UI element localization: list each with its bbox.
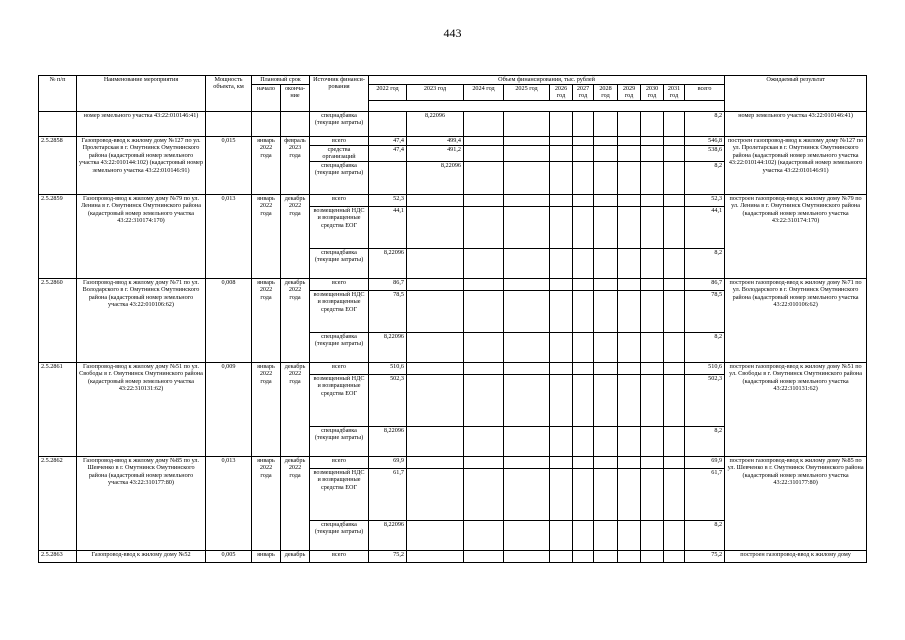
header-year: 2022 год <box>369 85 407 101</box>
item-start: январь 2022 года <box>252 194 281 278</box>
item-end: декабрь 2022 года <box>281 278 310 362</box>
row-source: всего <box>310 137 369 146</box>
row-empty-year <box>573 332 594 362</box>
row-empty-year <box>618 332 641 362</box>
table-row <box>39 137 867 146</box>
row-empty-year <box>573 146 594 162</box>
row-y2022: 61,7 <box>369 468 407 520</box>
row-empty-year <box>594 248 618 278</box>
table-row <box>39 456 867 468</box>
row-empty-year <box>573 194 594 206</box>
row-empty-year <box>550 520 573 550</box>
item-result: номер земельного участка 43:22:010146:41) <box>725 112 867 137</box>
row-empty-year <box>573 206 594 248</box>
row-empty-year <box>504 520 550 550</box>
row-empty-year <box>504 206 550 248</box>
row-empty-year <box>594 161 618 194</box>
row-empty-year <box>504 374 550 426</box>
row-source: спецнадбавка (текущие затраты) <box>310 161 369 194</box>
row-empty-year <box>573 278 594 290</box>
row-empty-year <box>464 332 504 362</box>
item-end: декабрь <box>281 550 310 562</box>
row-y2023 <box>407 194 464 206</box>
table-row <box>39 550 867 562</box>
row-empty-year <box>664 161 685 194</box>
row-empty-year <box>573 468 594 520</box>
row-empty-year <box>641 468 664 520</box>
row-source: возмещенный НДС и возвращенные средства ЕОГ <box>310 206 369 248</box>
item-number: 2.5.2860 <box>39 278 77 362</box>
item-capacity: 0,013 <box>206 456 252 550</box>
row-total: 44,1 <box>685 206 725 248</box>
item-capacity: 0,005 <box>206 550 252 562</box>
row-empty-year <box>550 374 573 426</box>
row-empty-year <box>550 332 573 362</box>
row-empty-year <box>464 248 504 278</box>
header-year: 2029 год <box>618 85 641 101</box>
row-source: всего <box>310 278 369 290</box>
row-source: средства организаций <box>310 146 369 162</box>
row-y2023 <box>407 248 464 278</box>
table-header <box>39 76 867 112</box>
row-source: возмещенный НДС и возвращенные средства ЕОГ <box>310 374 369 426</box>
row-empty-year <box>504 248 550 278</box>
row-empty-year <box>664 146 685 162</box>
row-empty-year <box>641 248 664 278</box>
row-empty-year <box>618 194 641 206</box>
header-year: 2027 год <box>573 85 594 101</box>
row-empty-year <box>641 520 664 550</box>
row-total: 546,8 <box>685 137 725 146</box>
item-result: построен газопровод-ввод к жилому дому №79 по ул. Ленина в г. Омутнинск Омутнинского района (кадастровый номер земельного участка 43:22:310174:170) <box>725 194 867 278</box>
item-capacity: 0,008 <box>206 278 252 362</box>
row-source: спецнадбавка (текущие затраты) <box>310 332 369 362</box>
row-empty-year <box>618 426 641 456</box>
row-empty-year <box>618 468 641 520</box>
row-empty-year <box>664 290 685 332</box>
page-number: 443 <box>443 26 462 40</box>
item-end: декабрь 2022 года <box>281 362 310 456</box>
item-number: 2.5.2862 <box>39 456 77 550</box>
row-empty-year <box>504 456 550 468</box>
item-name: Газопровод-ввод к жилому дому №127 по ул. Пролетарская в г. Омутнинск Омутнинского района (кадастровый номер земельного участка 43:22:010144:102) (кадастровый номер земельного участка 43:22:010146:91) <box>77 137 206 195</box>
item-result: построен газопровод-ввод к жилому дому №127 по ул. Пролетарская в г. Омутнинск Омутнинского района (кадастровый номер земельного участка 43:22:010144:102) (кадастровый номер земельного участка 43:22:010146:91) <box>725 137 867 195</box>
row-empty-year <box>504 468 550 520</box>
row-y2022: 47,4 <box>369 146 407 162</box>
row-source: спецнадбавка (текущие затраты) <box>310 248 369 278</box>
item-result: построен газопровод-ввод к жилому дому №85 по ул. Шевченко в г. Омутнинск Омутнинского района (кадастровый номер земельного участка 43:22:310177:80) <box>725 456 867 550</box>
row-empty-year <box>504 161 550 194</box>
row-empty-year <box>573 520 594 550</box>
row-empty-year <box>573 161 594 194</box>
row-empty-year <box>641 146 664 162</box>
row-empty-year <box>550 146 573 162</box>
header-year: 2031 год <box>664 85 685 101</box>
row-empty-year <box>594 146 618 162</box>
item-name: Газопровод-ввод к жилому дому №85 по ул. Шевченко в г. Омутнинск Омутнинского района (кадастровый номер земельного участка 43:22:310177:80) <box>77 456 206 550</box>
row-empty-year <box>504 290 550 332</box>
row-empty-year <box>550 194 573 206</box>
row-total: 75,2 <box>685 550 725 562</box>
row-source: возмещенный НДС и возвращенные средства ЕОГ <box>310 468 369 520</box>
row-empty-year <box>618 278 641 290</box>
row-empty-year <box>594 332 618 362</box>
row-empty-year <box>594 520 618 550</box>
item-start: январь 2022 года <box>252 278 281 362</box>
row-total: 510,6 <box>685 362 725 374</box>
row-empty-year <box>641 206 664 248</box>
row-empty-year <box>618 248 641 278</box>
header-capacity: Мощность объекта, км <box>206 76 252 112</box>
row-empty-year <box>641 290 664 332</box>
row-empty-year <box>464 520 504 550</box>
row-y2023: 8,22096 <box>407 112 464 137</box>
table-row <box>39 362 867 374</box>
item-name: Газопровод-ввод к жилому дому №51 по ул. Свободы в г. Омутнинск Омутнинского района (кадастровый номер земельного участка 43:22:310131:62) <box>77 362 206 456</box>
item-result: построен газопровод-ввод к жилому дому №51 по ул. Свободы в г. Омутнинск Омутнинского района (кадастровый номер земельного участка 43:22:310131:62) <box>725 362 867 456</box>
row-empty-year <box>618 520 641 550</box>
row-empty-year <box>594 426 618 456</box>
row-empty-year <box>618 137 641 146</box>
row-y2023 <box>407 278 464 290</box>
row-total: 8,2 <box>685 161 725 194</box>
row-empty-year <box>664 332 685 362</box>
row-empty-year <box>550 248 573 278</box>
row-empty-year <box>641 332 664 362</box>
row-empty-year <box>464 290 504 332</box>
row-empty-year <box>504 362 550 374</box>
row-y2023 <box>407 362 464 374</box>
item-number: 2.5.2861 <box>39 362 77 456</box>
item-end: февраль 2023 года <box>281 137 310 195</box>
row-y2023: 8,22096 <box>407 161 464 194</box>
row-y2023 <box>407 520 464 550</box>
item-number: 2.5.2863 <box>39 550 77 562</box>
row-empty-year <box>464 194 504 206</box>
row-empty-year <box>664 362 685 374</box>
row-empty-year <box>594 137 618 146</box>
row-empty-year <box>550 468 573 520</box>
row-empty-year <box>641 456 664 468</box>
row-empty-year <box>550 206 573 248</box>
item-name: номер земельного участка 43:22:010146:41) <box>77 112 206 137</box>
row-empty-year <box>550 456 573 468</box>
header-year: 2028 год <box>594 85 618 101</box>
row-empty-year <box>618 374 641 426</box>
row-total: 8,2 <box>685 426 725 456</box>
row-empty-year <box>618 362 641 374</box>
row-empty-year <box>664 137 685 146</box>
row-empty-year <box>594 362 618 374</box>
row-empty-year <box>594 278 618 290</box>
row-y2023: 491,2 <box>407 146 464 162</box>
row-empty-year <box>464 146 504 162</box>
item-start: январь <box>252 550 281 562</box>
item-name: Газопровод-ввод к жилому дому №79 по ул. Ленина в г. Омутнинск Омутнинского района (кадастровый номер земельного участка 43:22:310174:170) <box>77 194 206 278</box>
item-end: декабрь 2022 года <box>281 456 310 550</box>
row-empty-year <box>664 278 685 290</box>
row-empty-year <box>618 161 641 194</box>
row-source: спецнадбавка (текущие затраты) <box>310 112 369 137</box>
row-y2022: 8,22096 <box>369 520 407 550</box>
item-start: январь 2022 года <box>252 362 281 456</box>
row-empty-year <box>550 278 573 290</box>
row-total: 8,2 <box>685 112 725 137</box>
header-year: 2025 год <box>504 85 550 101</box>
item-start: январь 2022 года <box>252 137 281 195</box>
row-empty-year <box>641 426 664 456</box>
row-empty-year <box>664 456 685 468</box>
row-empty-year <box>550 161 573 194</box>
row-empty-year <box>550 290 573 332</box>
row-total: 8,2 <box>685 332 725 362</box>
row-empty-year <box>664 468 685 520</box>
table-row <box>39 112 867 137</box>
row-y2023 <box>407 426 464 456</box>
row-y2022: 8,22096 <box>369 248 407 278</box>
row-empty-year <box>594 468 618 520</box>
row-empty-year <box>641 374 664 426</box>
row-empty-year <box>641 194 664 206</box>
row-empty-year <box>664 194 685 206</box>
item-number: 2.5.2859 <box>39 194 77 278</box>
row-empty-year <box>464 362 504 374</box>
row-empty-year <box>594 206 618 248</box>
row-empty-year <box>573 426 594 456</box>
row-empty-year <box>594 374 618 426</box>
item-capacity: 0,009 <box>206 362 252 456</box>
header-name: Наименование мероприятия <box>77 76 206 112</box>
row-source: всего <box>310 550 369 562</box>
row-total: 8,2 <box>685 520 725 550</box>
row-empty-year <box>464 426 504 456</box>
row-empty-year <box>464 206 504 248</box>
row-y2022: 8,22096 <box>369 426 407 456</box>
row-source: спецнадбавка (текущие затраты) <box>310 520 369 550</box>
financing-table <box>38 75 867 563</box>
row-empty-year <box>504 332 550 362</box>
header-volume: Объем финансирования, тыс. рублей <box>369 76 725 85</box>
item-end: декабрь 2022 года <box>281 194 310 278</box>
row-total: 86,7 <box>685 278 725 290</box>
row-empty-year <box>550 362 573 374</box>
row-empty-year <box>464 161 504 194</box>
item-capacity: 0,015 <box>206 137 252 195</box>
row-total: 69,9 <box>685 456 725 468</box>
row-y2023 <box>407 290 464 332</box>
header-term-start: начало <box>252 85 281 112</box>
row-y2022: 510,6 <box>369 362 407 374</box>
table-row <box>39 278 867 290</box>
row-empty-year <box>618 146 641 162</box>
row-empty-year <box>618 290 641 332</box>
row-y2023 <box>407 332 464 362</box>
row-empty-year <box>664 206 685 248</box>
header-year: 2030 год <box>641 85 664 101</box>
header-result: Ожидаемый результат <box>725 76 867 112</box>
row-y2022: 502,3 <box>369 374 407 426</box>
row-y2023: 499,4 <box>407 137 464 146</box>
row-empty-year <box>573 137 594 146</box>
item-name: Газопровод-ввод к жилому дому №71 по ул. Володарского в г. Омутнинск Омутнинского района (кадастровый номер земельного участка 43:22:010106:62) <box>77 278 206 362</box>
row-empty-year <box>573 456 594 468</box>
row-empty-year <box>594 194 618 206</box>
row-total: 78,5 <box>685 290 725 332</box>
header-source: Источник финанси-рования <box>310 76 369 112</box>
row-empty-year <box>664 248 685 278</box>
row-empty-year <box>641 161 664 194</box>
row-y2022: 69,9 <box>369 456 407 468</box>
row-source: всего <box>310 194 369 206</box>
row-empty-year <box>504 137 550 146</box>
row-total: 52,3 <box>685 194 725 206</box>
row-source: возмещенный НДС и возвращенные средства ЕОГ <box>310 290 369 332</box>
row-empty-year <box>573 374 594 426</box>
row-y2022: 44,1 <box>369 206 407 248</box>
row-empty-year <box>618 206 641 248</box>
row-y2023 <box>407 468 464 520</box>
row-total: 502,3 <box>685 374 725 426</box>
row-empty-year <box>618 456 641 468</box>
row-y2023 <box>407 456 464 468</box>
row-empty-year <box>641 362 664 374</box>
item-number: 2.5.2858 <box>39 137 77 195</box>
row-empty-year <box>573 362 594 374</box>
row-empty-year <box>594 456 618 468</box>
header-year: 2024 год <box>464 85 504 101</box>
header-year: 2023 год <box>407 85 464 101</box>
row-empty-year <box>464 374 504 426</box>
row-y2023 <box>407 374 464 426</box>
item-result: построен газопровод-ввод к жилому дому <box>725 550 867 562</box>
row-empty-year <box>464 468 504 520</box>
row-total: 8,2 <box>685 248 725 278</box>
row-y2022 <box>369 161 407 194</box>
row-empty-year <box>664 520 685 550</box>
row-empty-year <box>664 374 685 426</box>
row-empty-year <box>664 426 685 456</box>
table-row <box>39 194 867 206</box>
row-y2022: 52,3 <box>369 194 407 206</box>
header-term: Плановый срок <box>252 76 310 85</box>
row-source: спецнадбавка (текущие затраты) <box>310 426 369 456</box>
row-y2022: 47,4 <box>369 137 407 146</box>
header-year: 2026 год <box>550 85 573 101</box>
row-source: всего <box>310 456 369 468</box>
row-empty-year <box>550 426 573 456</box>
header-term-end: оконча-ние <box>281 85 310 112</box>
row-empty-year <box>594 290 618 332</box>
row-empty-year <box>504 426 550 456</box>
row-source: всего <box>310 362 369 374</box>
item-name: Газопровод-ввод к жилому дому №52 <box>77 550 206 562</box>
item-start: январь 2022 года <box>252 456 281 550</box>
row-empty-year <box>641 137 664 146</box>
row-empty-year <box>573 248 594 278</box>
row-empty-year <box>464 456 504 468</box>
row-empty-year <box>464 137 504 146</box>
row-total: 538,6 <box>685 146 725 162</box>
header-no: № п/п <box>39 76 77 112</box>
item-capacity: 0,013 <box>206 194 252 278</box>
row-total: 61,7 <box>685 468 725 520</box>
row-y2022: 86,7 <box>369 278 407 290</box>
row-empty-year <box>573 290 594 332</box>
row-y2022: 75,2 <box>369 550 407 562</box>
header-total: всего <box>685 85 725 101</box>
row-empty-year <box>464 278 504 290</box>
row-empty-year <box>504 194 550 206</box>
row-empty-year <box>504 278 550 290</box>
row-empty-year <box>550 137 573 146</box>
row-y2023 <box>407 206 464 248</box>
row-empty-year <box>641 278 664 290</box>
row-empty-year <box>504 146 550 162</box>
item-result: построен газопровод-ввод к жилому дому №71 по ул. Володарского в г. Омутнинск Омутнинского района (кадастровый номер земельного участка 43:22:010106:62) <box>725 278 867 362</box>
row-y2022: 78,5 <box>369 290 407 332</box>
row-y2022: 8,22096 <box>369 332 407 362</box>
